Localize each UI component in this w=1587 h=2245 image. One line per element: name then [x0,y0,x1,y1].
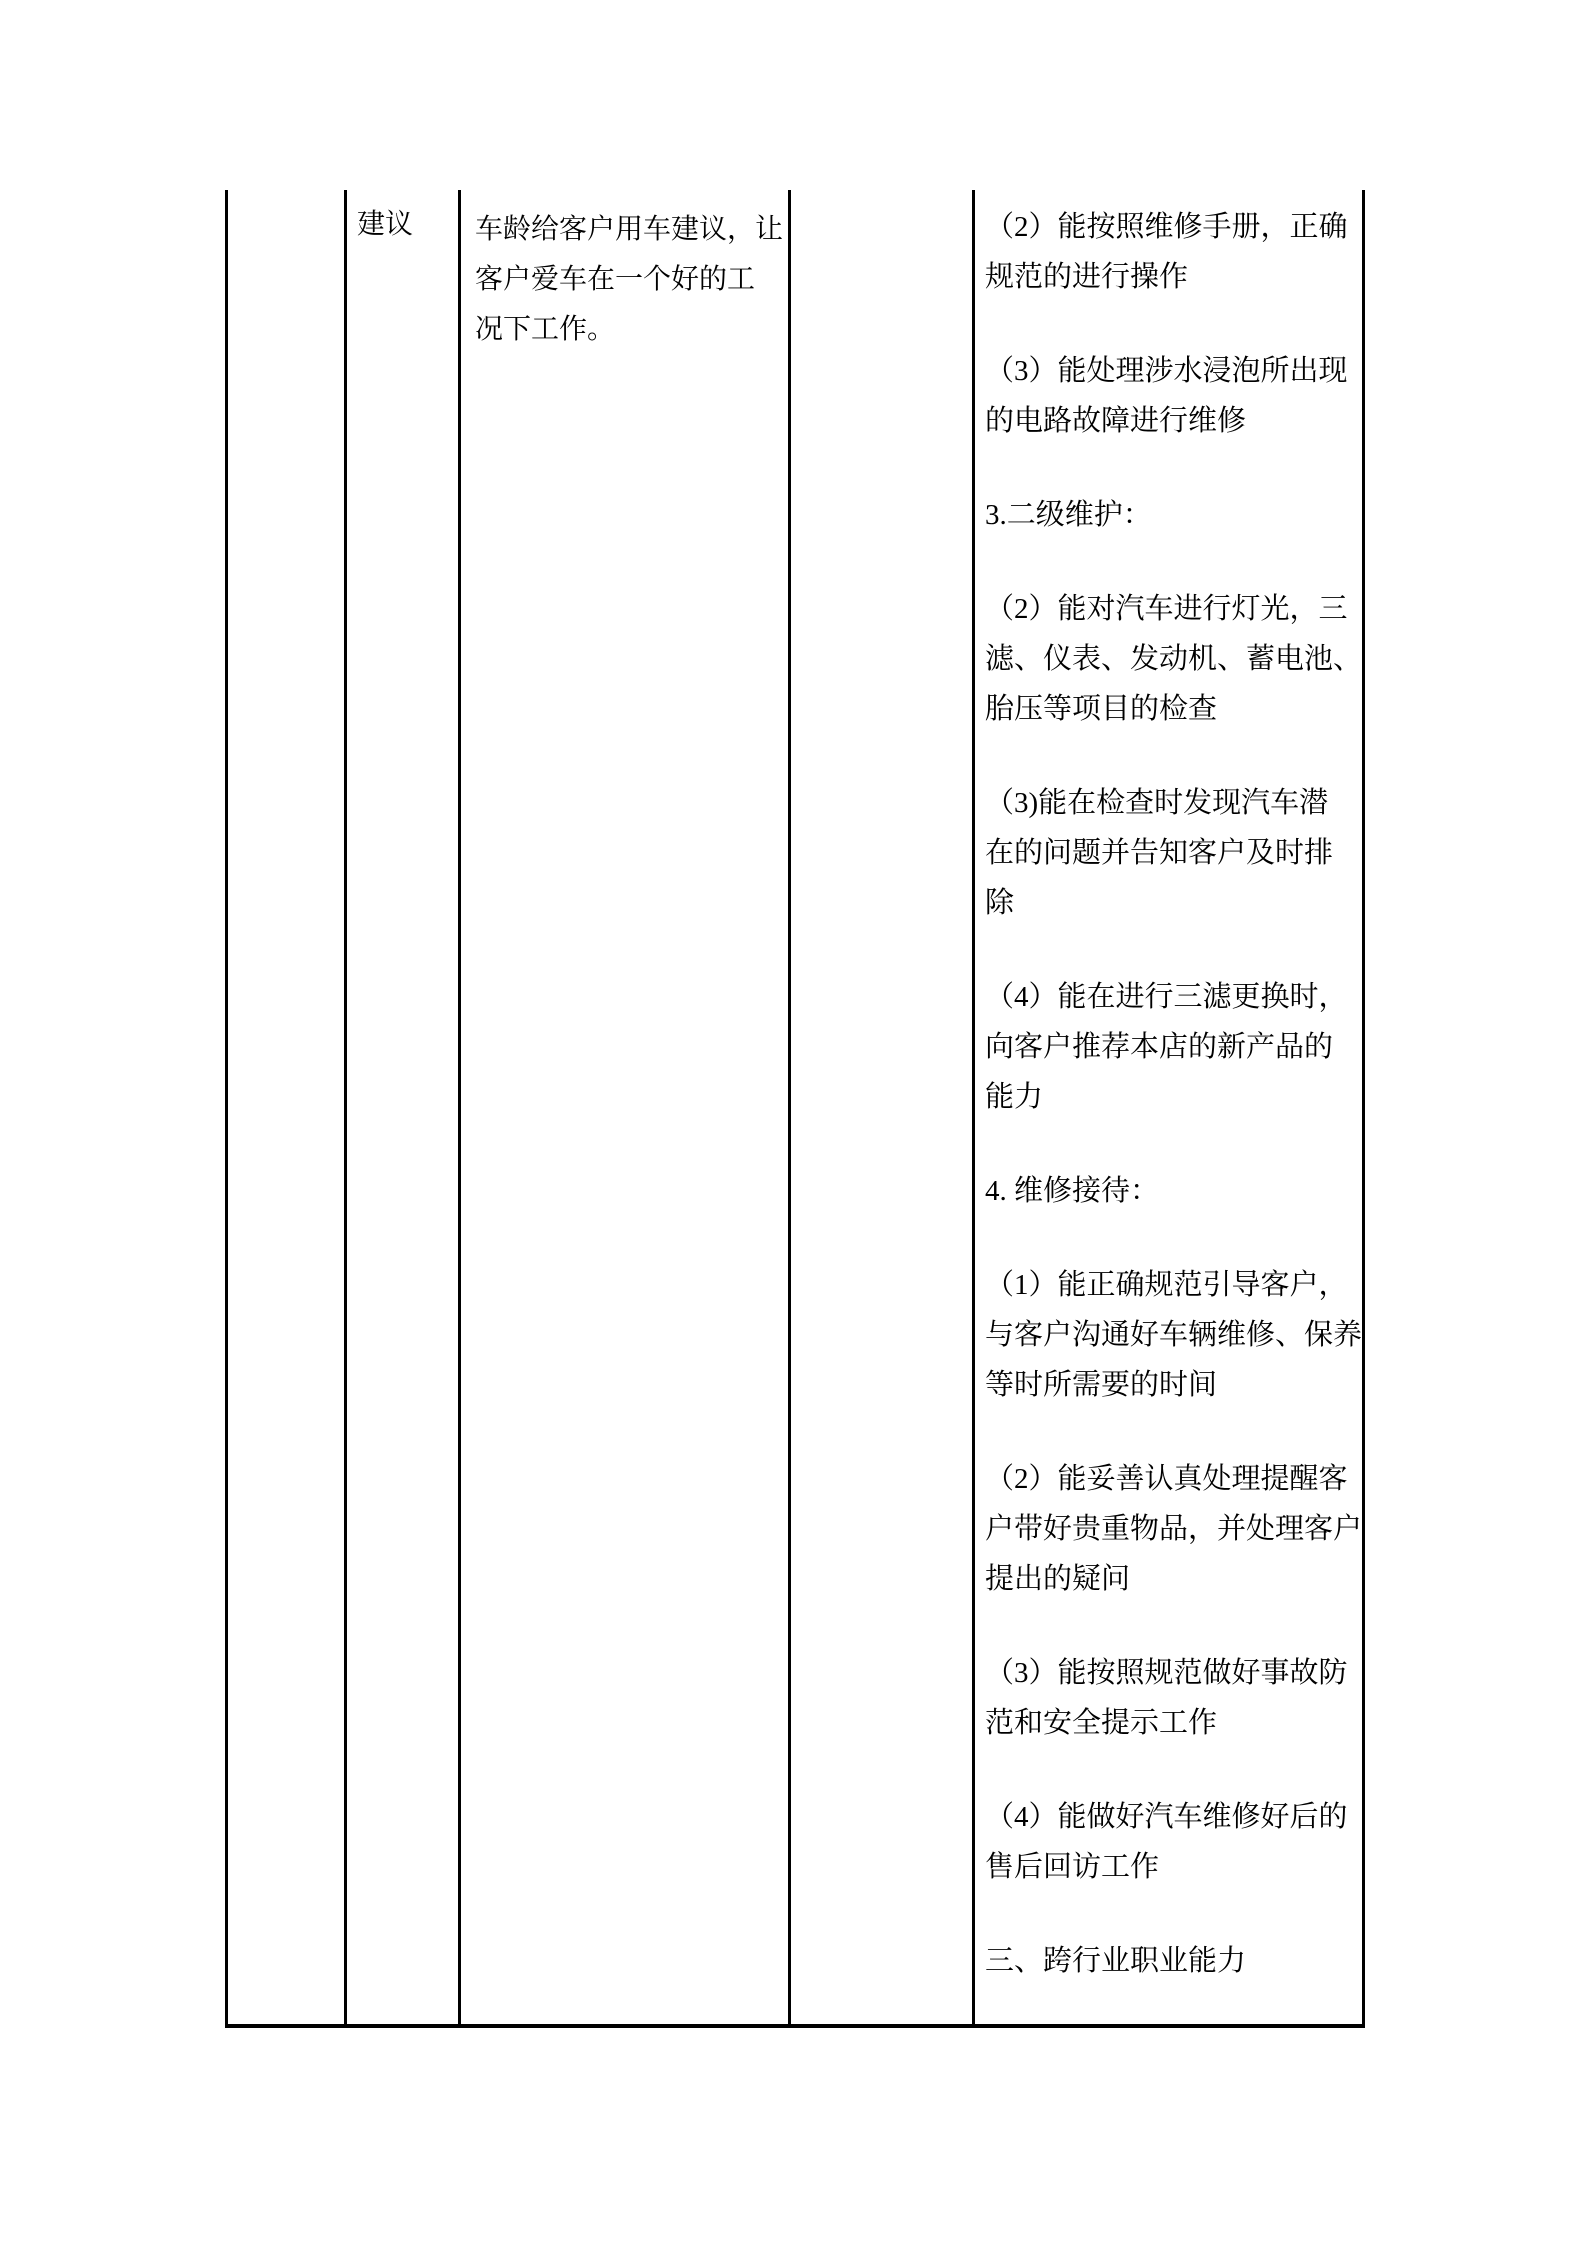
text-line: 等时所需要的时间 [985,1369,1218,1401]
paragraph [985,1792,1356,1892]
text-line: 除 [985,887,1015,919]
text-line: 胎压等项目的检查 [985,693,1218,725]
text-line: （4）能在进行三滤更换时， [985,981,1348,1013]
text-line: 售后回访工作 [985,1851,1160,1883]
text-line: 能力 [985,1081,1044,1113]
text-line: 在的问题并告知客户及时排 [985,837,1334,869]
text-line: 与客户沟通好车辆维修、保养 [985,1319,1362,1351]
paragraph [985,1260,1362,1410]
text-line: （3)能在检查时发现汽车潜 [985,787,1329,819]
text-line: 客户爱车在一个好的工 [475,264,756,295]
text-line: （3）能处理涉水浸泡所出现 [985,355,1348,387]
paragraph [985,778,1356,928]
table-cell-abilities [975,190,1362,2024]
table-cell-empty-left [228,190,347,2024]
text-line: （1）能正确规范引导客户， [985,1269,1348,1301]
text-line: 三、跨行业职业能力 [985,1945,1247,1977]
text-line: （2）能对汽车进行灯光，三 [985,593,1348,625]
text-line: （4）能做好汽车维修好后的 [985,1801,1348,1833]
paragraph [985,490,1356,540]
paragraph [985,584,1362,734]
text-line: 的电路故障进行维修 [985,405,1247,437]
text-line: 向客户推荐本店的新产品的 [985,1031,1334,1063]
text-line: 况下工作。 [475,314,616,345]
text-line: （2）能妥善认真处理提醒客 [985,1463,1348,1495]
paragraph [985,1648,1356,1748]
label-text: 建议 [357,209,414,240]
text-line: 3.二级维护： [985,499,1152,531]
skills-table-row [225,190,1365,2028]
text-line: 规范的进行操作 [985,261,1189,293]
paragraph [985,1166,1356,1216]
table-cell-advice [461,190,791,2024]
text-line: 户带好贵重物品，并处理客户 [985,1513,1362,1545]
table-cell-label [347,190,461,2024]
paragraph [985,972,1356,1122]
paragraph [985,202,1356,302]
text-line: （3）能按照规范做好事故防 [985,1657,1348,1689]
paragraph [985,1936,1356,1986]
paragraph [985,346,1356,446]
text-line: 范和安全提示工作 [985,1707,1218,1739]
text-line: （2）能按照维修手册，正确 [985,211,1348,243]
table-cell-empty-middle [791,190,975,2024]
text-line: 提出的疑问 [985,1563,1131,1595]
text-line: 4. 维修接待： [985,1175,1160,1207]
text-line: 滤、仪表、发动机、蓄电池、 [985,643,1362,675]
paragraph [985,1454,1362,1604]
text-line: 车龄给客户用车建议，让 [475,214,784,245]
